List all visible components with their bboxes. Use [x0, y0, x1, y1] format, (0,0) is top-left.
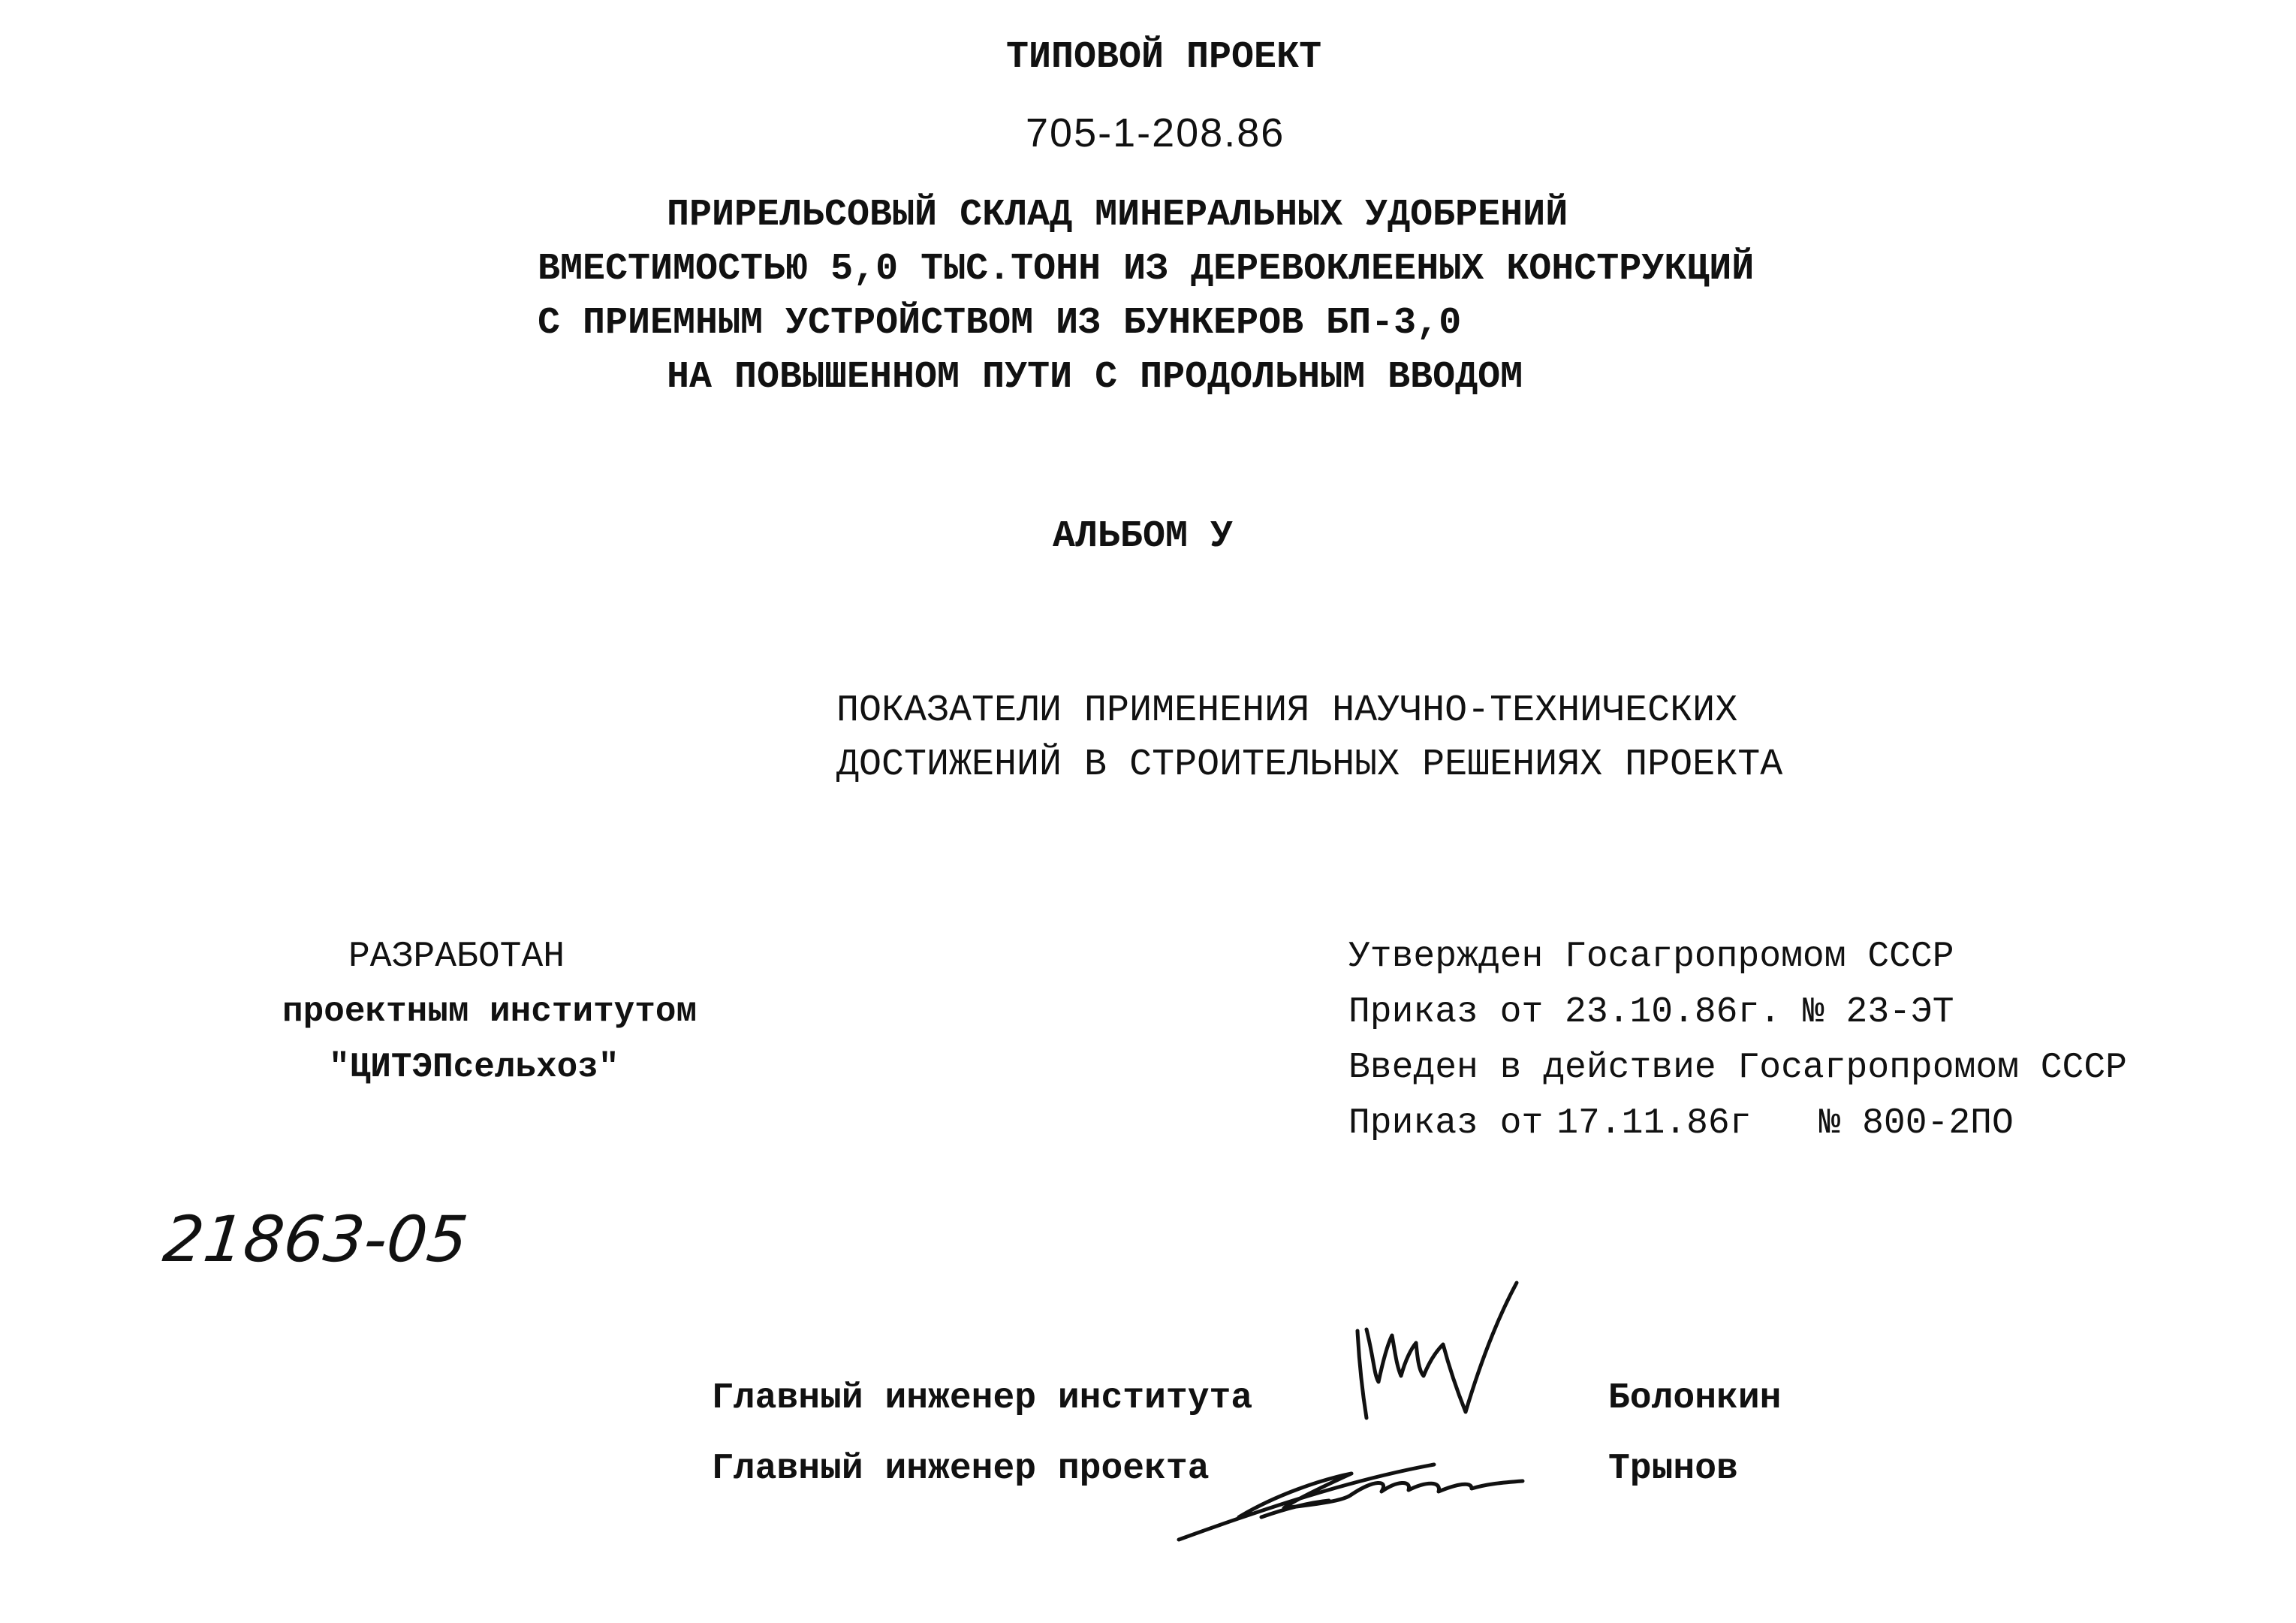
section-title-line-1: ПОКАЗАТЕЛИ ПРИМЕНЕНИЯ НАУЧНО-ТЕХНИЧЕСКИХ — [836, 689, 1738, 732]
approval-line-1: Утвержден Госагропромом СССР — [1348, 937, 1954, 977]
document-type-title: ТИПОВОЙ ПРОЕКТ — [1006, 36, 1322, 79]
project-title-line-1: ПРИРЕЛЬСОВЫЙ СКЛАД МИНЕРАЛЬНЫХ УДОБРЕНИЙ — [667, 194, 1568, 237]
approval-line-3: Введен в действие Госагропромом СССР — [1348, 1048, 2127, 1088]
signature-institute-engineer — [1344, 1277, 1524, 1434]
approval-line-4-prefix: Приказ от — [1348, 1103, 1544, 1144]
chief-engineer-institute-name: Болонкин — [1608, 1378, 1782, 1419]
handwritten-inventory-number: 21863-05 — [159, 1202, 472, 1276]
section-title-line-2: ДОСТИЖЕНИЙ В СТРОИТЕЛЬНЫХ РЕШЕНИЯХ ПРОЕКТА — [836, 744, 1783, 786]
project-title-line-2: ВМЕСТИМОСТЬЮ 5,0 ТЫС.ТОНН ИЗ ДЕРЕВОКЛЕЕНЫХ КОНСТРУКЦИЙ — [538, 248, 1755, 291]
approval-line-4 — [1348, 1103, 2014, 1144]
project-title-line-4: НА ПОВЫШЕННОМ ПУТИ С ПРОДОЛЬНЫМ ВВОДОМ — [667, 356, 1523, 399]
album-label: АЛЬБОМ У — [1053, 515, 1234, 558]
approval-line-2: Приказ от 23.10.86г. № 23-ЭТ — [1348, 992, 1954, 1033]
developer-institute-name: "ЦИТЭПсельхоз" — [329, 1048, 619, 1087]
approval-order-number: № 800-2ПО — [1818, 1103, 2014, 1144]
chief-engineer-project-name: Трынов — [1608, 1449, 1738, 1489]
chief-engineer-project-label: Главный инженер проекта — [712, 1449, 1210, 1489]
developed-heading: РАЗРАБОТАН — [348, 937, 565, 977]
chief-engineer-institute-label: Главный инженер института — [712, 1378, 1253, 1419]
approval-order-date: 17.11.86г — [1556, 1103, 1752, 1144]
signature-project-engineer — [1171, 1434, 1532, 1547]
project-title-line-3: С ПРИЕМНЫМ УСТРОЙСТВОМ ИЗ БУНКЕРОВ БП-3,0 — [538, 302, 1462, 345]
project-code: 705-1-208.86 — [1026, 110, 1285, 155]
developed-by-line: проектным институтом — [282, 992, 698, 1031]
